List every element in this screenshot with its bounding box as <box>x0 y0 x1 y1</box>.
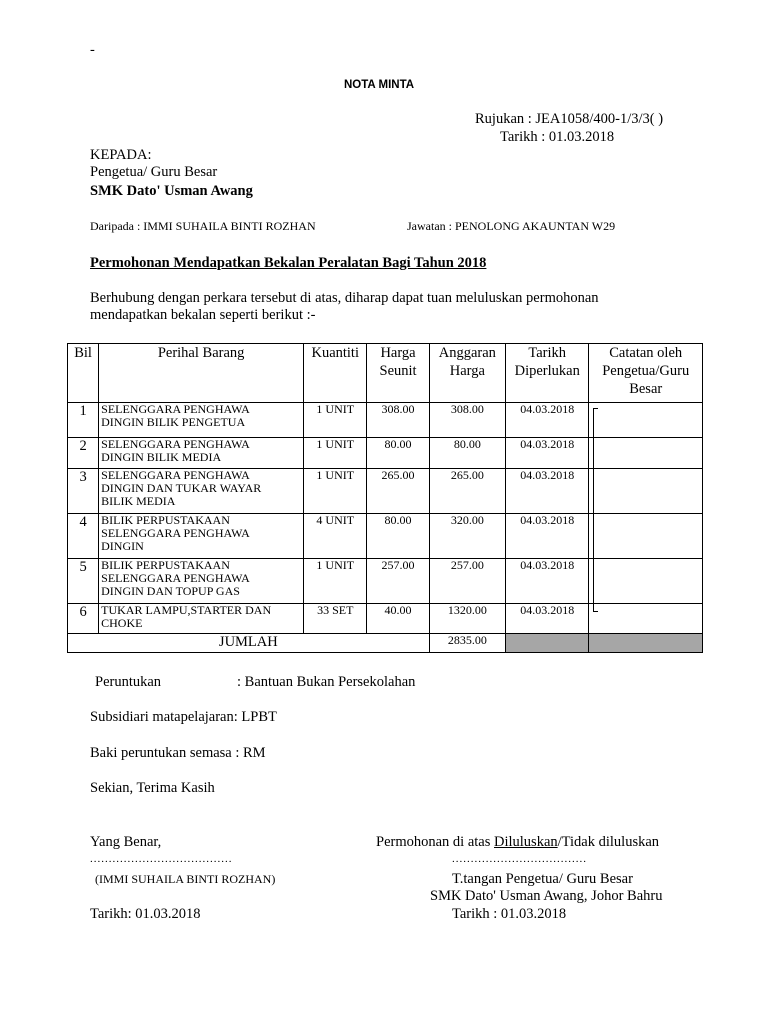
row-kuantiti: 33 SET <box>304 604 367 634</box>
sender-signature-name: (IMMI SUHAILA BINTI ROZHAN) <box>95 872 276 886</box>
principal-school: SMK Dato' Usman Awang, Johor Bahru <box>430 888 663 904</box>
row-perihal <box>99 604 304 634</box>
table-row <box>68 514 703 559</box>
row-catatan <box>589 559 703 604</box>
row-tarikh: 04.03.2018 <box>506 514 589 559</box>
header-date: Tarikh : 01.03.2018 <box>500 129 615 145</box>
row-kuantiti: 1 UNIT <box>304 469 367 514</box>
perihal-line: TUKAR LAMPU,STARTER DAN <box>101 603 272 617</box>
row-kuantiti: 1 UNIT <box>304 559 367 604</box>
row-kuantiti: 1 UNIT <box>304 403 367 438</box>
table-row <box>68 469 703 514</box>
subject-heading: Permohonan Mendapatkan Bekalan Peralatan Bagi Tahun 2018 <box>90 255 487 271</box>
sender-name: Daripada : IMMI SUHAILA BINTI ROZHAN <box>90 219 316 233</box>
items-table <box>67 343 703 653</box>
recipient-label: KEPADA: <box>90 147 152 163</box>
row-harga: 257.00 <box>367 559 429 604</box>
allocation-value: : Bantuan Bukan Persekolahan <box>237 674 416 690</box>
page-title: NOTA MINTA <box>344 79 415 91</box>
row-bil: 3 <box>68 469 99 514</box>
allocation-label: Peruntukan <box>95 674 162 690</box>
header-catatan-line1: Catatan oleh <box>609 345 683 361</box>
perihal-line: DINGIN DAN TUKAR WAYAR <box>101 481 262 495</box>
reference-number: Rujukan : JEA1058/400-1/3/3( ) <box>475 111 664 127</box>
row-bil: 6 <box>68 604 99 634</box>
approval-rejected-option: /Tidak diluluskan <box>557 834 660 850</box>
signature-line-left: ...................................... <box>90 853 233 865</box>
table-header-row <box>68 344 703 403</box>
row-bil: 1 <box>68 403 99 438</box>
row-bil: 5 <box>68 559 99 604</box>
column-bracket-mark <box>593 408 598 612</box>
perihal-line: SELENGGARA PENGHAWA <box>101 468 250 482</box>
row-harga: 265.00 <box>367 469 429 514</box>
row-perihal <box>99 559 304 604</box>
perihal-line: SELENGGARA PENGHAWA <box>101 437 250 451</box>
header-tarikh-line1: Tarikh <box>528 345 567 361</box>
perihal-line: BILIK PERPUSTAKAAN <box>101 558 230 572</box>
row-tarikh: 04.03.2018 <box>506 438 589 469</box>
row-catatan <box>589 469 703 514</box>
body-line-2: mendapatkan bekalan seperti berikut :- <box>90 307 316 323</box>
row-perihal <box>99 514 304 559</box>
row-kuantiti: 1 UNIT <box>304 438 367 469</box>
row-bil: 4 <box>68 514 99 559</box>
sign-off-label: Yang Benar, <box>90 834 162 850</box>
row-tarikh: 04.03.2018 <box>506 559 589 604</box>
header-bil <box>68 344 99 403</box>
row-tarikh: 04.03.2018 <box>506 604 589 634</box>
perihal-line: CHOKE <box>101 616 143 630</box>
perihal-line: BILIK PERPUSTAKAAN <box>101 513 230 527</box>
perihal-line: DINGIN BILIK MEDIA <box>101 450 222 464</box>
row-harga: 80.00 <box>367 514 429 559</box>
row-anggaran: 308.00 <box>429 403 505 438</box>
header-catatan <box>589 344 703 403</box>
perihal-line: DINGIN DAN TOPUP GAS <box>101 584 240 598</box>
row-perihal <box>99 469 304 514</box>
header-anggaran-line1: Anggaran <box>438 345 496 361</box>
total-value: 2835.00 <box>429 634 505 653</box>
sender-signature-date: Tarikh: 01.03.2018 <box>90 906 201 922</box>
perihal-line: DINGIN <box>101 539 144 553</box>
row-anggaran: 257.00 <box>429 559 505 604</box>
closing-line: Sekian, Terima Kasih <box>90 780 215 796</box>
header-harga <box>367 344 429 403</box>
balance-line: Baki peruntukan semasa : RM <box>90 745 266 761</box>
header-kuantiti-text: Kuantiti <box>311 345 359 361</box>
row-anggaran: 1320.00 <box>429 604 505 634</box>
body-line-1: Berhubung dengan perkara tersebut di atas, diharap dapat tuan meluluskan permohonan <box>90 290 599 306</box>
signature-line-right: .................................... <box>452 853 587 865</box>
row-catatan <box>589 514 703 559</box>
table-row <box>68 438 703 469</box>
header-harga-line2: Seunit <box>379 363 417 379</box>
total-shaded-cell <box>506 634 589 653</box>
sender-position: Jawatan : PENOLONG AKAUNTAN W29 <box>407 219 616 233</box>
row-harga: 40.00 <box>367 604 429 634</box>
approval-approved-option: Diluluskan <box>494 834 558 850</box>
perihal-line: SELENGGARA PENGHAWA <box>101 526 250 540</box>
row-perihal <box>99 438 304 469</box>
row-catatan <box>589 438 703 469</box>
principal-signature-label: T.tangan Pengetua/ Guru Besar <box>452 871 633 887</box>
header-bil-text: Bil <box>74 345 92 361</box>
header-perihal <box>99 344 304 403</box>
row-tarikh: 04.03.2018 <box>506 469 589 514</box>
principal-signature-date: Tarikh : 01.03.2018 <box>452 906 567 922</box>
perihal-line: SELENGGARA PENGHAWA <box>101 402 250 416</box>
row-perihal <box>99 403 304 438</box>
header-tarikh <box>506 344 589 403</box>
total-shaded-cell <box>589 634 703 653</box>
subsidiary-line: Subsidiari matapelajaran: LPBT <box>90 709 277 725</box>
table-row <box>68 403 703 438</box>
header-catatan-line3: Besar <box>629 381 663 397</box>
row-anggaran: 80.00 <box>429 438 505 469</box>
table-row <box>68 559 703 604</box>
header-anggaran-line2: Harga <box>449 363 485 379</box>
header-anggaran <box>429 344 505 403</box>
row-tarikh: 04.03.2018 <box>506 403 589 438</box>
header-dash: - <box>90 42 95 58</box>
row-catatan <box>589 604 703 634</box>
row-harga: 308.00 <box>367 403 429 438</box>
row-anggaran: 320.00 <box>429 514 505 559</box>
approval-status-line <box>376 834 659 851</box>
header-tarikh-line2: Diperlukan <box>514 363 580 379</box>
perihal-line: BILIK MEDIA <box>101 494 176 508</box>
row-anggaran: 265.00 <box>429 469 505 514</box>
row-harga: 80.00 <box>367 438 429 469</box>
perihal-line: DINGIN BILIK PENGETUA <box>101 415 246 429</box>
total-label: JUMLAH <box>68 634 430 653</box>
header-harga-line1: Harga <box>380 345 416 361</box>
row-bil: 2 <box>68 438 99 469</box>
recipient-title: Pengetua/ Guru Besar <box>90 164 218 180</box>
recipient-school: SMK Dato' Usman Awang <box>90 183 253 199</box>
total-row <box>68 634 703 653</box>
approval-prefix: Permohonan di atas <box>376 834 494 850</box>
header-perihal-text: Perihal Barang <box>157 345 245 361</box>
row-kuantiti: 4 UNIT <box>304 514 367 559</box>
table-row <box>68 604 703 634</box>
header-catatan-line2: Pengetua/Guru <box>602 363 690 379</box>
header-kuantiti <box>304 344 367 403</box>
row-catatan <box>589 403 703 438</box>
perihal-line: SELENGGARA PENGHAWA <box>101 571 250 585</box>
